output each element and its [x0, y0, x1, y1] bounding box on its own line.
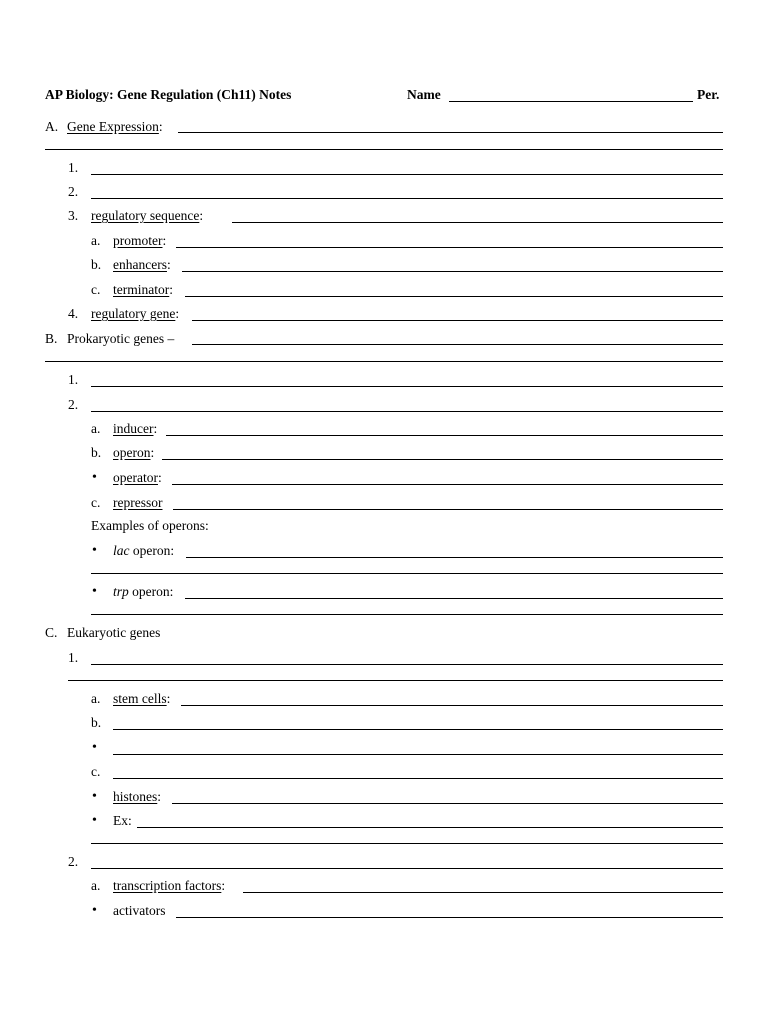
- answer-line[interactable]: [162, 459, 723, 460]
- answer-line[interactable]: [113, 754, 723, 755]
- lac-operon-item: • lac operon:: [0, 542, 768, 560]
- answer-line[interactable]: [113, 729, 723, 730]
- regulatory-sequence-term: regulatory sequence: [91, 208, 200, 223]
- section-a-item-3: 3. regulatory sequence:: [0, 207, 768, 225]
- answer-line[interactable]: [91, 573, 723, 574]
- answer-line[interactable]: [181, 705, 723, 706]
- answer-line[interactable]: [186, 557, 723, 558]
- header-row: [0, 86, 768, 104]
- answer-line[interactable]: [68, 680, 723, 681]
- answer-line[interactable]: [173, 509, 723, 510]
- section-c-sub-c: c.: [0, 763, 768, 781]
- trp-term: trp: [113, 584, 129, 599]
- bullet-icon: •: [92, 813, 97, 828]
- answer-line[interactable]: [192, 320, 723, 321]
- section-a-item-1: 1.: [0, 159, 768, 177]
- answer-line[interactable]: [91, 843, 723, 844]
- answer-line[interactable]: [91, 198, 723, 199]
- section-c-item-1: 1.: [0, 649, 768, 667]
- name-field[interactable]: [449, 101, 693, 102]
- answer-line[interactable]: [176, 247, 723, 248]
- answer-line[interactable]: [172, 803, 723, 804]
- section-b-sub-a: a. inducer:: [0, 420, 768, 438]
- bullet-icon: •: [92, 584, 97, 599]
- section-a-sub-a: a. promoter:: [0, 232, 768, 250]
- answer-line[interactable]: [91, 411, 723, 412]
- operon-term: operon: [113, 445, 151, 460]
- prokaryotic-genes-heading: Prokaryotic genes –: [67, 331, 175, 346]
- answer-line[interactable]: [91, 664, 723, 665]
- section-a-item-4: 4. regulatory gene:: [0, 305, 768, 323]
- answer-line[interactable]: [91, 614, 723, 615]
- bullet-icon: •: [92, 740, 97, 755]
- period-label: Per.: [697, 87, 720, 102]
- bullet-icon: •: [92, 543, 97, 558]
- examples-of-operons: [0, 517, 768, 535]
- section-b-bullet-operator: • operator:: [0, 469, 768, 487]
- lac-term: lac: [113, 543, 130, 558]
- bullet-icon: •: [92, 470, 97, 485]
- section-b-item-1: 1.: [0, 371, 768, 389]
- section-a-sub-c: c. terminator:: [0, 281, 768, 299]
- section-c-activators: [0, 902, 768, 920]
- section-c-sub-a2: a. transcription factors:: [0, 877, 768, 895]
- section-b-sub-b: b. operon:: [0, 444, 768, 462]
- answer-line[interactable]: [166, 435, 723, 436]
- answer-line[interactable]: [45, 361, 723, 362]
- answer-line[interactable]: [91, 868, 723, 869]
- bullet-icon: •: [92, 789, 97, 804]
- section-c-sub-b: b.: [0, 714, 768, 732]
- stem-cells-term: stem cells: [113, 691, 167, 706]
- worksheet-title: AP Biology: Gene Regulation (Ch11) Notes: [45, 87, 292, 102]
- answer-line[interactable]: [91, 174, 723, 175]
- section-a-heading: A. Gene Expression:: [0, 118, 768, 136]
- regulatory-gene-term: regulatory gene: [91, 306, 176, 321]
- section-b-item-2: 2.: [0, 396, 768, 414]
- activators-label: activators: [113, 903, 166, 918]
- section-c-sub-a: a. stem cells:: [0, 690, 768, 708]
- answer-line[interactable]: [178, 132, 723, 133]
- answer-line[interactable]: [243, 892, 723, 893]
- answer-line[interactable]: [91, 386, 723, 387]
- examples-label: Examples of operons:: [91, 518, 209, 533]
- section-c-ex: [0, 812, 768, 830]
- section-a-sub-b: b. enhancers:: [0, 256, 768, 274]
- answer-line[interactable]: [182, 271, 723, 272]
- answer-line[interactable]: [172, 484, 723, 485]
- operator-term: operator: [113, 470, 158, 485]
- gene-expression-term: Gene Expression: [67, 119, 159, 134]
- answer-line[interactable]: [232, 222, 723, 223]
- ex-label: Ex:: [113, 813, 132, 828]
- section-c-item-2: 2.: [0, 853, 768, 871]
- enhancers-term: enhancers: [113, 257, 167, 272]
- answer-line[interactable]: [192, 344, 723, 345]
- section-c-heading: C. Eukaryotic genes: [45, 625, 161, 640]
- answer-line[interactable]: [113, 778, 723, 779]
- bullet-icon: •: [92, 903, 97, 918]
- name-label: Name: [407, 87, 441, 102]
- answer-line[interactable]: [185, 296, 723, 297]
- trp-operon-item: • trp operon:: [0, 583, 768, 601]
- answer-line[interactable]: [176, 917, 723, 918]
- repressor-term: repressor: [113, 495, 163, 510]
- section-b-sub-c: c. repressor: [0, 494, 768, 512]
- eukaryotic-genes-heading: Eukaryotic genes: [67, 625, 161, 640]
- answer-line[interactable]: [45, 149, 723, 150]
- section-a-item-2: 2.: [0, 183, 768, 201]
- transcription-factors-term: transcription factors: [113, 878, 222, 893]
- section-c-bullet-1: [0, 739, 768, 757]
- answer-line[interactable]: [137, 827, 723, 828]
- inducer-term: inducer: [113, 421, 154, 436]
- section-c-histones: • histones:: [0, 788, 768, 806]
- section-b-heading: B. Prokaryotic genes –: [0, 330, 768, 348]
- histones-term: histones: [113, 789, 158, 804]
- terminator-term: terminator: [113, 282, 170, 297]
- promoter-term: promoter: [113, 233, 163, 248]
- answer-line[interactable]: [185, 598, 723, 599]
